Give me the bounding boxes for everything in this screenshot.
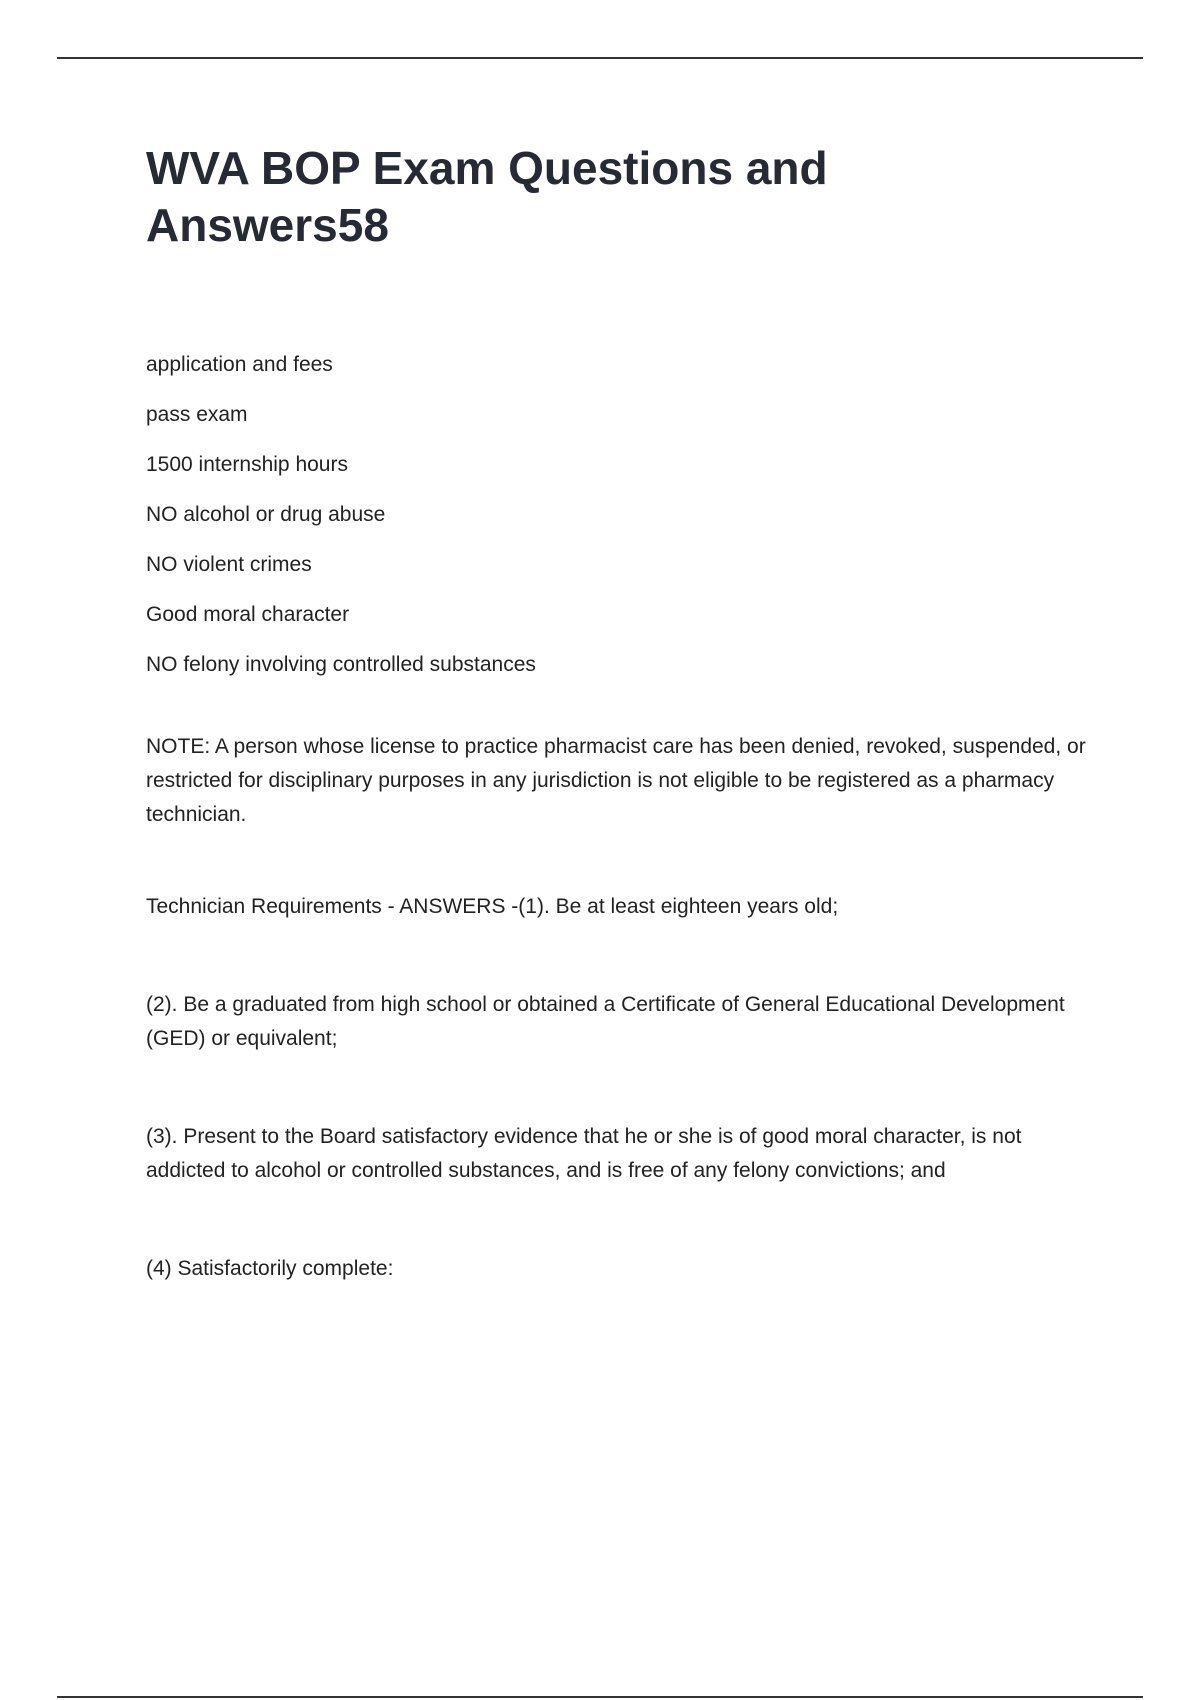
list-item: NO alcohol or drug abuse xyxy=(146,503,386,526)
document-title: WVA BOP Exam Questions and Answers58 xyxy=(146,142,828,251)
requirement-item-3: (3). Present to the Board satisfactory evidence that he or she is of good moral character, is not addicted to alcohol or controlled substances, and is free of any felony convictions; and xyxy=(146,1125,1022,1182)
list-item: 1500 internship hours xyxy=(146,453,348,476)
requirement-item-2: (2). Be a graduated from high school or obtained a Certificate of General Educational Development (GED) or equivalent; xyxy=(146,993,1065,1050)
list-item: NO felony involving controlled substances xyxy=(146,653,536,676)
list-item: application and fees xyxy=(146,353,333,376)
technician-requirements-paragraph: Technician Requirements - ANSWERS -(1). Be at least eighteen years old; xyxy=(146,895,839,918)
document-body xyxy=(146,140,1086,1286)
top-divider xyxy=(57,57,1143,59)
bottom-divider xyxy=(57,1696,1143,1698)
list-item: pass exam xyxy=(146,403,248,426)
list-item: NO violent crimes xyxy=(146,553,312,576)
note-paragraph: NOTE: A person whose license to practice pharmacist care has been denied, revoked, suspended, or restricted for disciplinary purposes in any jurisdiction is not eligible to be registered as a pharmacy technician. xyxy=(146,735,1086,826)
list-item: Good moral character xyxy=(146,603,350,626)
requirements-list xyxy=(146,352,1086,678)
requirement-item-4: (4) Satisfactorily complete: xyxy=(146,1257,394,1280)
